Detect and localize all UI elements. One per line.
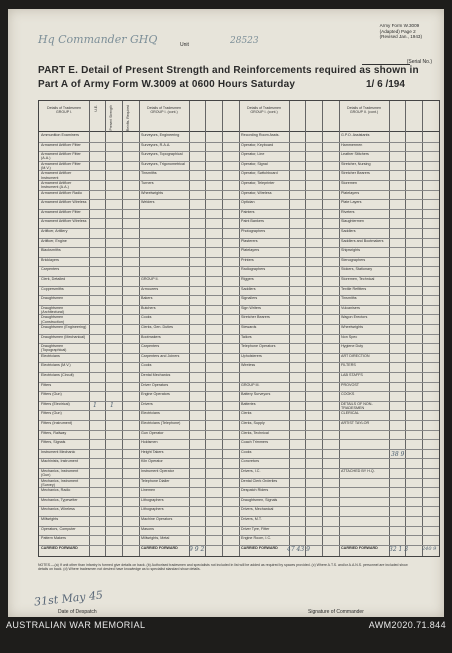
row-label: Fitters, Railway	[41, 430, 67, 435]
row-label: Height Takers	[141, 449, 164, 454]
hw-mark: 47 43 9	[287, 546, 310, 553]
row-label: Platelayers	[341, 190, 360, 195]
row-label: Carpenters and Joiners	[141, 353, 180, 358]
row-label: Fitters	[41, 382, 52, 387]
row-label: Gun Operator	[141, 430, 164, 435]
row-label: Textile Refitters	[341, 286, 367, 291]
row-label: Clerk, Detailed	[41, 277, 66, 281]
row-label: Blacksmiths	[41, 248, 61, 253]
row-label: Wheelwrights	[341, 325, 364, 329]
row-label: Upholsterers	[241, 353, 262, 358]
row-label: Non Spec	[341, 334, 358, 339]
row-label: PROVOST	[341, 382, 360, 387]
row-label: Clerks, Technical	[241, 430, 269, 435]
row-label: Bakers	[141, 296, 153, 301]
row-label: Optician	[241, 200, 255, 205]
row-label: Operator, Line	[241, 152, 265, 157]
row-label: Masons	[141, 526, 154, 531]
row-label: Instrument Operator	[141, 469, 174, 473]
row-label: Shipwrights	[341, 248, 361, 253]
row-label: Driver Tyre, Fitter	[241, 526, 270, 531]
caption-institution: AUSTRALIAN WAR MEMORIAL	[6, 620, 146, 630]
form-reference: Army Form W.3009 (Adapted) Page 2 (Revised Jan., 1943)	[379, 23, 422, 40]
row-label: Bootmakers	[141, 334, 161, 339]
carried-forward-label: CARRIED FORWARD	[341, 546, 378, 550]
row-label: Stenographers	[341, 257, 366, 262]
row-label: Clerks, Gen. Duties	[141, 325, 173, 329]
row-label: Driver Operators	[141, 382, 169, 387]
row-label: Carpenters	[41, 267, 60, 272]
row-label: Paint Bankers	[241, 219, 264, 224]
row-label: Stretcher, Nursing	[341, 161, 371, 166]
row-label: Platelayers	[241, 248, 260, 253]
caption-accession: AWM2020.71.844	[368, 620, 446, 630]
row-label: Sign Writers	[241, 305, 262, 310]
handwritten-unit-name: Hq Commander GHQ	[38, 33, 158, 46]
row-label: Mechanics, Typewriter	[41, 497, 78, 502]
row-label: Operator, Switchboard	[241, 171, 278, 176]
row-label: Armament Artificer Fitter (M.V.)	[41, 161, 81, 170]
row-label: Draughtsmen (Architectural)	[41, 305, 64, 314]
row-label: Draughtsmen (Construction)	[41, 315, 65, 324]
header-reinf: Reinfts. Required	[126, 105, 130, 132]
handwritten-date: 31st May 45	[33, 588, 104, 609]
row-label: Tailors	[241, 334, 252, 339]
row-label: Dental Clerk Orderlies	[241, 478, 278, 483]
row-label: ATTACHED BY H.Q.	[341, 469, 375, 473]
row-label: Dental Mechanics	[141, 373, 171, 377]
row-label: Coach Trimmers	[241, 440, 269, 445]
row-label: Drivers	[141, 401, 153, 406]
row-label: Clerks	[241, 411, 252, 416]
header-details-3: Details of Tradesmen GROUP I. (cont.)	[247, 106, 281, 115]
row-label: Mechanics, Wireless	[41, 507, 75, 512]
row-label: Despatch Riders	[241, 488, 269, 493]
row-label: ART DIRECTION	[341, 353, 370, 358]
form-sheet	[8, 9, 444, 617]
row-label: Pattern Makers	[41, 536, 67, 541]
carried-forward-row	[39, 545, 139, 555]
row-label: Mechanics, Instrument (Gun)	[41, 469, 79, 478]
row-label: Mechanics, Instrument (Survey)	[41, 478, 79, 487]
row-label: Draughtsmen, Signals	[241, 497, 278, 502]
hw-mark: 38 9	[391, 451, 405, 458]
row-label: Millwrights, Metal	[141, 536, 170, 541]
row-label: Coppersmiths	[41, 286, 64, 291]
row-label: Operator, Keyboard	[241, 142, 274, 147]
date-of-despatch-label: Date of Despatch	[58, 609, 97, 615]
row-label: Plate Layers	[341, 200, 362, 205]
row-label: Armament Artificer Radio	[41, 190, 82, 195]
row-label: Armourers	[141, 286, 159, 291]
header-details-4: Details of Tradesmen GROUP II. (cont.)	[347, 106, 381, 115]
row-label: Drivers, Mechanical	[241, 507, 274, 512]
form-title-line2: Part A of Army Form W.3009 at 0600 Hours Saturday	[38, 79, 296, 90]
row-label: Armament Artificer Fitter	[41, 209, 81, 214]
row-label: Engine Room, I.C.	[241, 536, 272, 541]
row-label: Millwrights	[41, 517, 59, 521]
row-label: Bricklayers	[41, 257, 60, 262]
row-label: Plasterers	[241, 238, 258, 243]
row-label: Fitters (Gun)	[41, 411, 62, 416]
row-label: Vulcanisers	[341, 305, 360, 310]
row-label: Fitters (Gun)	[41, 392, 62, 397]
row-label: Kiln Operator	[141, 459, 163, 464]
row-label: Mechanics, Radio	[41, 488, 71, 493]
row-label: CLERICAL	[341, 411, 360, 416]
row-label: Lithographers	[141, 507, 164, 512]
hw-mark: 240 9	[422, 546, 437, 552]
row-label: Welders	[141, 200, 155, 205]
row-label: Stokers, Stationary	[341, 267, 373, 272]
row-label: Wheelwrights	[141, 190, 164, 195]
row-label: Drivers, I.C.	[241, 469, 261, 473]
form-title-line1: PART E. Detail of Present Strength and Reinforcements required as shown in	[38, 65, 419, 76]
row-label: Painters	[241, 209, 255, 214]
row-label: Draughtsmen (Topographical)	[41, 344, 67, 353]
row-label: Electricians	[41, 353, 60, 358]
row-label: Telephone Operators	[241, 344, 276, 349]
row-label: Drivers, M.T.	[241, 517, 262, 521]
row-label: Butchers	[141, 305, 156, 310]
row-label: Cooks	[241, 449, 252, 454]
row-label: Radiographers	[241, 267, 266, 272]
row-label: FILTERS	[341, 363, 356, 368]
row-label: Artificer, Artillery	[41, 229, 68, 233]
row-label: Storemen	[341, 181, 357, 185]
row-label: Fitters (Electrical)	[41, 401, 70, 406]
row-label: Turners	[141, 181, 154, 185]
row-label: Riggers	[241, 277, 254, 281]
row-label: Artificer, Engine	[41, 238, 67, 243]
row-label: Armament Artificer Wireless	[41, 200, 87, 205]
row-label: Leather Stitchers	[341, 152, 369, 157]
row-label: GROUP III.	[241, 382, 260, 387]
row-label: Saddlers	[241, 286, 256, 291]
handwritten-reference-number: 28523	[230, 36, 259, 46]
row-label: Linemen	[141, 488, 156, 493]
row-label: Signallers	[241, 296, 258, 301]
carried-forward-label: CARRIED FORWARD	[141, 546, 178, 550]
hw-mark: 1	[93, 402, 97, 409]
row-label: Cooks	[141, 315, 152, 320]
header-ue: U.E.	[94, 105, 98, 112]
row-label: Printers	[241, 257, 254, 262]
row-label: Lithographers	[141, 497, 164, 502]
row-label: Stretcher Bearers	[241, 315, 270, 320]
row-label: Operator, Signal	[241, 161, 268, 166]
row-label: Hygiene Duty	[341, 344, 364, 349]
row-label: Stewards	[241, 325, 257, 329]
row-label: Concretors	[241, 459, 260, 464]
row-label: Fitters (Instrument)	[41, 421, 73, 425]
row-label: Electricians (Circuit)	[41, 373, 74, 377]
carried-forward-label: CARRIED FORWARD	[41, 546, 78, 550]
form-notes: NOTES.—(a) If unit other than infantry is formed give details on back. (b) Authorised tradesmen and specialists not included in list will be added as required by spaces provided. (c) Where A.T.S. and/or A.A.N.S. personnel are included show details on back. (d) Where tradesmen not desired have knowledge as to specialist standard show details.	[38, 563, 408, 572]
row-label: Carpenters	[141, 344, 160, 349]
row-label: Draughtsmen	[41, 296, 64, 301]
row-label: Machine Operators	[141, 517, 173, 521]
row-label: Photographers	[241, 229, 266, 233]
row-label: Telephone Dialler	[141, 478, 170, 483]
carried-forward-label: CARRIED FORWARD	[241, 546, 278, 550]
row-label: Storemen, Technical	[341, 277, 375, 281]
row-label: Battery Surveyors	[241, 392, 271, 397]
row-label: Fitters, Signals	[41, 440, 66, 445]
row-label: ARTIST TAYLOR	[341, 421, 370, 425]
row-label: Draughtsmen (Mechanical)	[41, 334, 86, 339]
row-label: Clerks, Supply	[241, 421, 265, 425]
row-label: Draughtsmen (Engineering)	[41, 325, 87, 329]
row-label: Wagon Erectors	[341, 315, 368, 320]
row-label: Tinsmiths	[141, 171, 157, 176]
unit-label: Unit	[180, 42, 189, 48]
row-label: Saddlers and Bootmakers	[341, 238, 384, 243]
row-label: Surveyors, R.A.A.	[141, 142, 171, 147]
row-label: Stretcher Bearers	[341, 171, 370, 176]
header-details-1: Details of Tradesmen GROUP I.	[47, 106, 81, 115]
row-label: Armament Artificer Wireless	[41, 219, 87, 224]
row-label: GROUP II.	[141, 277, 159, 281]
hw-mark: 32 1 3	[389, 546, 409, 553]
row-label: Saddlers	[341, 229, 356, 233]
row-label: Batteries	[241, 401, 256, 406]
row-label: Slaughtermen	[341, 219, 364, 224]
row-label: Operators, Computer	[41, 526, 76, 531]
hw-mark: 1	[110, 402, 114, 409]
row-label: LAB STAFFS	[341, 373, 363, 377]
row-label: Engine Operators	[141, 392, 170, 397]
row-label: Armament Artificer Fitter (A.A.)	[41, 152, 81, 161]
row-label: Riveters	[341, 209, 355, 214]
header-present: Present Strength	[109, 105, 113, 131]
row-label: Electricians (M.V.)	[41, 363, 71, 368]
row-label: Ammunition Examiners	[41, 133, 79, 137]
row-label: Electricians (Telephone)	[141, 421, 181, 425]
row-label: Armament Artificer Instrument (A.A.)	[41, 181, 72, 190]
hw-mark: 9 9 2	[189, 546, 205, 553]
row-label: Electricians	[141, 411, 160, 416]
row-label: Hammermen	[341, 142, 363, 147]
row-label: Operator, Teleprinter	[241, 181, 275, 185]
row-label: Armament Artificer Fitter	[41, 142, 81, 147]
strength-table	[38, 100, 440, 557]
row-label: Machinists, Instrument	[41, 459, 78, 464]
row-label: Cooks	[141, 363, 152, 368]
row-label: Operator, Wireless	[241, 190, 272, 195]
serial-label: (Serial No.)	[406, 59, 432, 65]
row-label: COOKS	[341, 392, 355, 397]
row-label: Surveyors, Engineering	[141, 133, 180, 137]
row-label: Recording Room Assts.	[241, 133, 280, 137]
header-details-2: Details of Tradesmen GROUP I. (cont.)	[147, 106, 181, 115]
row-label: DETAILS OF NON-TRADESMEN	[341, 401, 373, 410]
row-label: Surveyors, Trigonometrical	[141, 161, 185, 166]
row-label: Holdsmen	[141, 440, 158, 445]
signature-label: Signature of Commander	[308, 609, 364, 615]
form-title-date: 1/ 6 /194	[366, 79, 405, 90]
row-label: Wireless	[241, 363, 256, 368]
row-label: Armament Artificer Instrument	[41, 171, 72, 180]
row-label: Surveyors, Topographical	[141, 152, 183, 157]
row-label: G.P.O. Assistants	[341, 133, 370, 137]
row-label: Instrument Mechanic	[41, 449, 76, 454]
row-label: Tinsmiths	[341, 296, 357, 301]
